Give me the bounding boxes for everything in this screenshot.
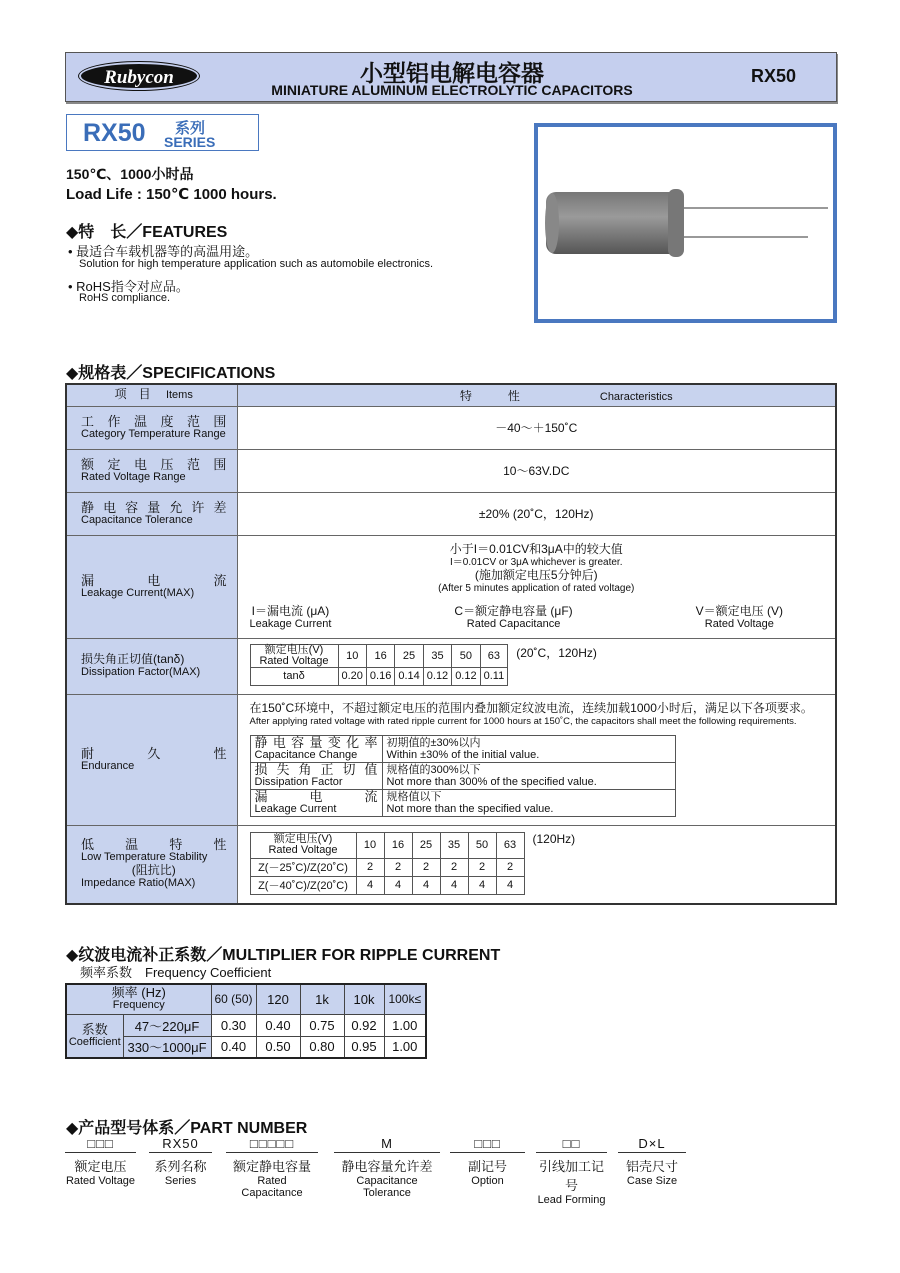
leakage-l4: (After 5 minutes application of rated voltage) xyxy=(438,582,635,594)
lowtemp-condition: (120Hz) xyxy=(532,831,576,846)
table-row xyxy=(66,406,836,449)
endurance-l1: 在150˚C环境中，不超过额定电压的范围内叠加额定纹波电流，连续加载1000小时后，满足以下各项要求。 xyxy=(249,700,813,715)
product-image-frame xyxy=(534,123,837,323)
voltage: 10 xyxy=(356,832,384,858)
endurance-table xyxy=(250,735,676,817)
part-code: M xyxy=(334,1136,440,1153)
row-label-en: Dissipation Factor(MAX) xyxy=(81,666,201,678)
ratio-value: 4 xyxy=(384,876,412,894)
leakage-l1: 小于I＝0.01CV和3μA中的较大值 xyxy=(449,541,623,556)
row-label-cn: 低 温 特 性 xyxy=(81,837,227,853)
rv-cn: 额定电压(V) xyxy=(264,643,324,656)
df-condition: (20˚C，120Hz) xyxy=(516,645,597,660)
leakage-row xyxy=(66,535,836,638)
feature-1-cn: • 最适合车载机器等的高温用途。 xyxy=(68,244,259,259)
end-item-en: Leakage Current xyxy=(254,802,337,815)
title-cn: 小型铝电解电容器 xyxy=(360,60,544,86)
row-label-en2: Impedance Ratio(MAX) xyxy=(81,877,196,890)
part-en: Rated Voltage xyxy=(65,1175,136,1187)
i-def: I＝漏电流 (μA) xyxy=(251,603,330,618)
part-cn: 静电容量允许差 xyxy=(341,1159,433,1174)
part-code: □□□ xyxy=(65,1136,136,1153)
tan-value: 0.20 xyxy=(338,667,366,685)
voltage: 25 xyxy=(412,832,440,858)
items-en: Items xyxy=(165,389,193,402)
part-cn: 额定电压 xyxy=(74,1159,127,1174)
part-heading: ◆产品型号体系／PART NUMBER xyxy=(66,1120,308,1137)
part-code: □□□ xyxy=(450,1136,525,1153)
voltage: 25 xyxy=(395,644,423,667)
feature-2-en: RoHS compliance. xyxy=(79,292,171,304)
ratio-value: 4 xyxy=(356,876,384,894)
row-label-cn: 工 作 温 度 范 围 xyxy=(81,413,227,429)
coef: 1.00 xyxy=(384,1036,426,1058)
title-en: MINIATURE ALUMINUM ELECTROLYTIC CAPACITORS xyxy=(271,82,633,98)
part-en: Option xyxy=(471,1175,504,1187)
tan-value: 0.12 xyxy=(452,667,480,685)
series-name: RX50 xyxy=(83,119,146,147)
row-label-cn: 损失角正切值(tanδ) xyxy=(81,652,185,666)
end-value-en: Not more than 300% of the specified value. xyxy=(386,775,597,788)
coef-cn: 系数 xyxy=(81,1021,108,1037)
coef: 0.92 xyxy=(344,1014,384,1036)
end-value-en: Not more than the specified value. xyxy=(386,802,554,815)
intro-cn: 150℃、1000小时品 xyxy=(66,166,194,182)
part-en: Lead Forming xyxy=(537,1194,606,1206)
freq: 60 (50) xyxy=(211,984,256,1014)
leakage-l3: (施加额定电压5分钟后) xyxy=(474,567,598,582)
part-code: D×L xyxy=(618,1136,686,1153)
row-label-en: Rated Voltage Range xyxy=(81,470,186,483)
voltage: 50 xyxy=(468,832,496,858)
freq: 1k xyxy=(300,984,344,1014)
spec-header-row xyxy=(66,384,836,406)
ratio-value: 2 xyxy=(384,858,412,876)
coef: 1.00 xyxy=(384,1014,426,1036)
end-value: 规格值的300%以下 xyxy=(386,763,481,776)
c-def: C＝额定静电容量 (μF) xyxy=(454,603,573,618)
row-value: ±20% (20˚C，120Hz) xyxy=(237,492,836,535)
end-value-en: Within ±30% of the initial value. xyxy=(386,748,540,761)
ratio-value: 4 xyxy=(468,876,496,894)
part-col xyxy=(536,1136,607,1206)
intro-en: Load Life : 150℃ 1000 hours. xyxy=(66,186,277,203)
row-label-cn: 漏 电 流 xyxy=(81,572,227,588)
ratio-label: Z(－40˚C)/Z(20˚C) xyxy=(250,876,356,894)
voltage: 35 xyxy=(423,644,451,667)
c-def-en: Rated Capacitance xyxy=(466,617,561,630)
voltage: 35 xyxy=(440,832,468,858)
voltage: 16 xyxy=(384,832,412,858)
ratio-value: 2 xyxy=(356,858,384,876)
part-code: □□□□□ xyxy=(226,1136,318,1153)
coef: 0.75 xyxy=(300,1014,344,1036)
voltage: 16 xyxy=(366,644,394,667)
tan-value: 0.16 xyxy=(366,667,394,685)
row-value: 10～63V.DC xyxy=(237,449,836,492)
lowtemp-row xyxy=(66,825,836,904)
row-label-en: Leakage Current(MAX) xyxy=(81,586,195,599)
spec-heading: ◆规格表／SPECIFICATIONS xyxy=(66,365,276,382)
freq-cn: 频率 (Hz) xyxy=(111,985,166,1001)
part-cn: 铝壳尺寸 xyxy=(625,1159,678,1174)
end-value: 初期值的±30%以内 xyxy=(386,736,481,749)
row-value: －40～＋150˚C xyxy=(237,406,836,449)
df-table xyxy=(250,644,509,686)
part-col xyxy=(450,1136,525,1187)
series-code: RX50 xyxy=(750,66,796,86)
feature-1-en: Solution for high temperature application such as automobile electronics. xyxy=(79,258,434,270)
tan-label: tanδ xyxy=(250,667,338,685)
freq: 10k xyxy=(344,984,384,1014)
tan-value: 0.12 xyxy=(423,667,451,685)
rv-en: Rated Voltage xyxy=(268,844,338,856)
part-col xyxy=(226,1136,318,1199)
rv-en: Rated Voltage xyxy=(259,654,329,667)
part-col xyxy=(618,1136,686,1187)
part-en: Rated Capacitance xyxy=(241,1175,303,1199)
part-cn: 引线加工记号 xyxy=(538,1159,604,1193)
end-item: 损 失 角 正 切 值 xyxy=(254,761,378,777)
freq-en: Frequency xyxy=(112,999,165,1012)
v-def: V＝额定电压 (V) xyxy=(695,603,783,618)
features-heading: ◆特 长／FEATURES xyxy=(66,224,228,241)
endurance-row xyxy=(66,694,836,825)
table-row xyxy=(66,492,836,535)
row-label-en: Endurance xyxy=(81,759,135,772)
freq: 120 xyxy=(256,984,300,1014)
rv-cn: 额定电压(V) xyxy=(273,833,333,845)
voltage: 10 xyxy=(338,644,366,667)
row-label-cn: 耐 久 性 xyxy=(81,745,227,761)
ratio-value: 2 xyxy=(468,858,496,876)
end-item-en: Dissipation Factor xyxy=(254,775,343,788)
cap-range: 47～220μF xyxy=(123,1014,211,1036)
coef-en: Coefficient xyxy=(68,1035,121,1048)
part-en: Series xyxy=(164,1175,197,1187)
end-item: 静 电 容 量 变 化 率 xyxy=(254,734,378,750)
v-def-en: Rated Voltage xyxy=(704,617,774,630)
rubycon-logo: Rubycon xyxy=(79,62,199,90)
coef: 0.30 xyxy=(211,1014,256,1036)
capacitor-image xyxy=(538,127,833,319)
end-item-en: Capacitance Change xyxy=(254,748,358,761)
ratio-label: Z(－25˚C)/Z(20˚C) xyxy=(250,858,356,876)
df-row xyxy=(66,638,836,694)
i-def-en: Leakage Current xyxy=(249,617,332,630)
feature-2-cn: • RoHS指令对应品。 xyxy=(68,279,189,294)
tan-value: 0.11 xyxy=(480,667,508,685)
char-cn: 特 性 xyxy=(459,388,520,403)
items-cn: 项 目 xyxy=(114,387,151,402)
ratio-value: 4 xyxy=(440,876,468,894)
coef: 0.40 xyxy=(211,1036,256,1058)
ratio-value: 2 xyxy=(496,858,524,876)
part-col xyxy=(65,1136,136,1187)
ratio-value: 2 xyxy=(412,858,440,876)
part-en: Capacitance Tolerance xyxy=(356,1175,418,1199)
ratio-value: 2 xyxy=(440,858,468,876)
voltage: 63 xyxy=(480,644,508,667)
voltage: 50 xyxy=(452,644,480,667)
coef: 0.95 xyxy=(344,1036,384,1058)
header-band xyxy=(65,52,837,102)
endurance-l2: After applying rated voltage with rated ripple current for 1000 hours at 150˚C, the capacitors shall meet the following requirements. xyxy=(249,715,797,727)
part-cn: 副记号 xyxy=(467,1159,507,1174)
series-en: SERIES xyxy=(164,134,216,150)
freq: 100k≤ xyxy=(384,984,426,1014)
ratio-value: 4 xyxy=(412,876,440,894)
end-item: 漏 电 流 xyxy=(254,788,378,804)
coef: 0.40 xyxy=(256,1014,300,1036)
char-en: Characteristics xyxy=(599,390,673,403)
row-label-en: Category Temperature Range xyxy=(81,427,226,440)
part-code: RX50 xyxy=(149,1136,212,1153)
part-code: □□ xyxy=(536,1136,607,1153)
part-cn: 额定静电容量 xyxy=(232,1159,311,1174)
part-col xyxy=(149,1136,212,1187)
ripple-table xyxy=(65,983,427,1059)
coef: 0.50 xyxy=(256,1036,300,1058)
row-label-cn: 静 电 容 量 允 许 差 xyxy=(81,499,227,515)
series-cn: 系列 xyxy=(175,120,206,137)
tan-value: 0.14 xyxy=(395,667,423,685)
ratio-value: 4 xyxy=(496,876,524,894)
leakage-l2: I＝0.01CV or 3μA whichever is greater. xyxy=(449,556,623,568)
end-value: 规格值以下 xyxy=(386,790,442,803)
coef: 0.80 xyxy=(300,1036,344,1058)
cap-range: 330～1000μF xyxy=(123,1036,211,1058)
ripple-heading: ◆纹波电流补正系数／MULTIPLIER FOR RIPPLE CURRENT xyxy=(66,947,501,964)
series-box xyxy=(66,114,259,151)
part-cn: 系列名称 xyxy=(154,1159,207,1174)
spec-table xyxy=(65,383,837,905)
table-row xyxy=(66,449,836,492)
row-label-en: Capacitance Tolerance xyxy=(81,513,193,526)
ripple-sub: 频率系数 Frequency Coefficient xyxy=(80,965,272,980)
row-label-cn: 额 定 电 压 范 围 xyxy=(81,456,227,472)
row-label-en: Low Temperature Stability xyxy=(81,851,208,864)
lowtemp-table xyxy=(250,832,525,895)
part-col xyxy=(334,1136,440,1199)
row-label-cn2: (阻抗比) xyxy=(131,863,176,878)
part-en: Case Size xyxy=(626,1175,678,1187)
voltage: 63 xyxy=(496,832,524,858)
